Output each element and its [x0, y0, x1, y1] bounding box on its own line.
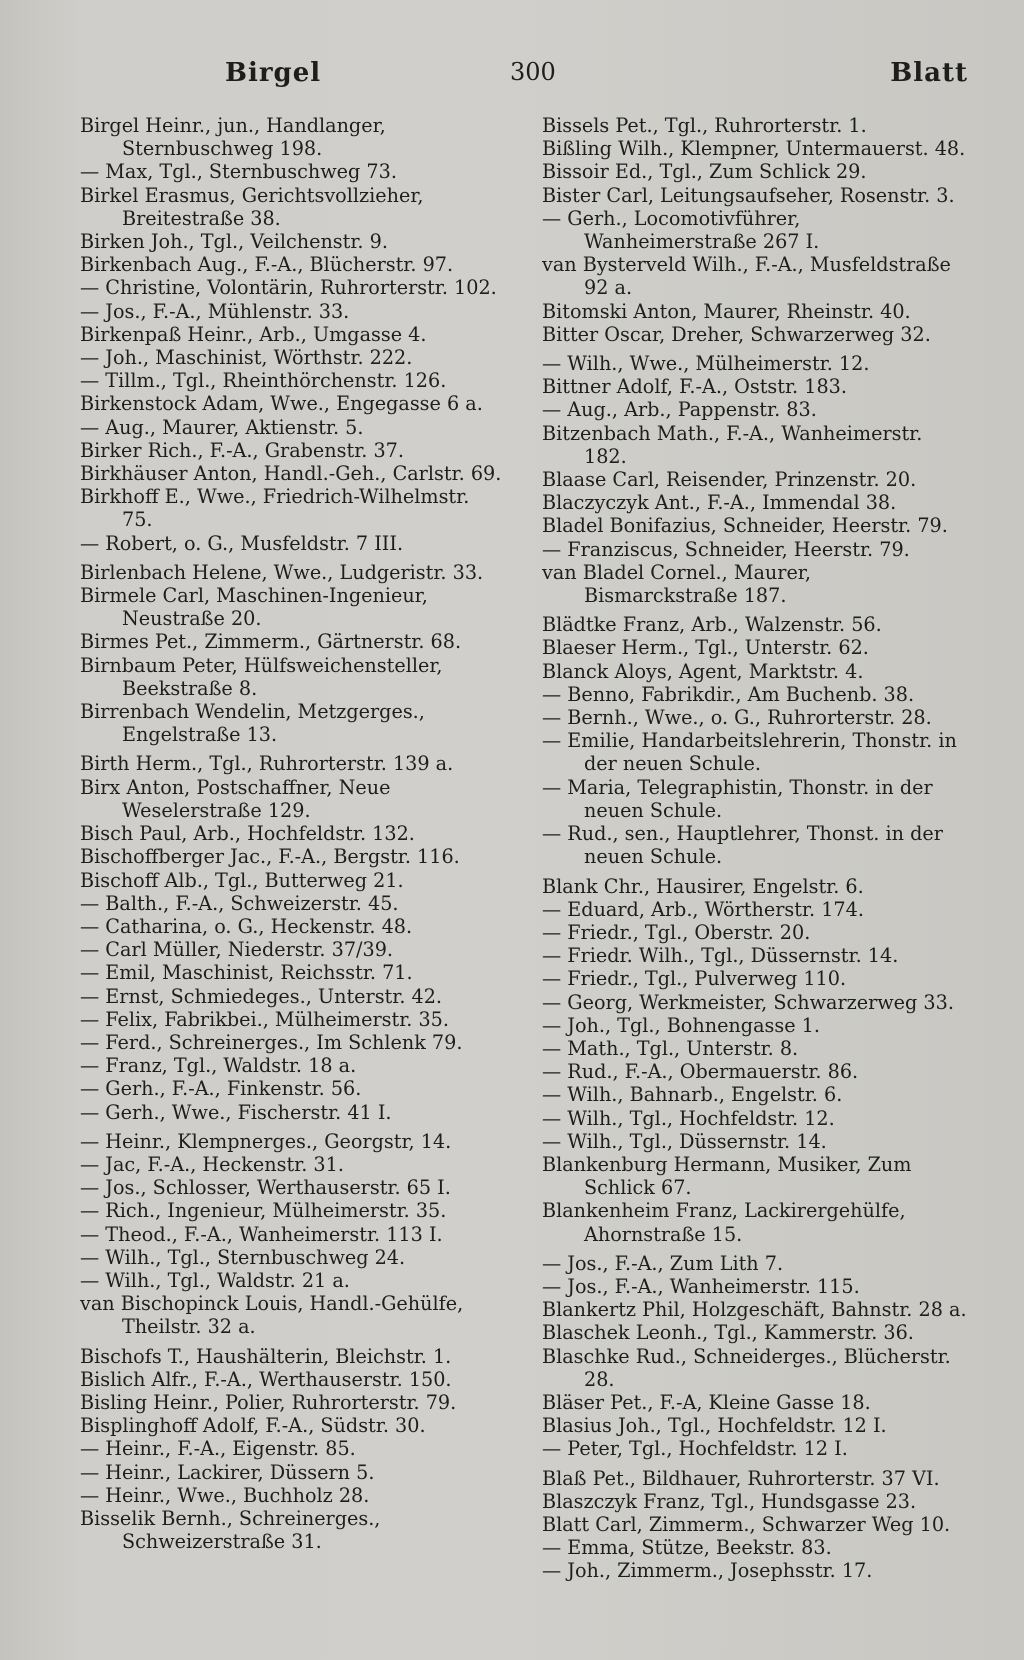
directory-entry: — Rud., F.-A., Obermauerstr. 86. — [542, 1060, 859, 1084]
directory-entry: Bißling Wilh., Klempner, Untermauerst. 48. — [542, 137, 966, 161]
directory-entry: — Ernst, Schmiedeges., Unterstr. 42. — [80, 984, 443, 1008]
directory-entry: Bister Carl, Leitungsaufseher, Rosenstr. 3. — [542, 183, 955, 207]
directory-entry: — Franziscus, Schneider, Heerstr. 79. — [542, 537, 910, 561]
directory-entry: — Balth., F.-A., Schweizerstr. 45. — [80, 891, 399, 915]
directory-entry: Bitomski Anton, Maurer, Rheinstr. 40. — [542, 299, 911, 323]
directory-entry: — Emilie, Handarbeitslehrerin, Thonstr. in der neuen Schule. — [542, 729, 957, 776]
directory-entry: Blankenheim Franz, Lackirergehülfe, Ahornstraße 15. — [542, 1199, 906, 1246]
directory-entry: van Bysterveld Wilh., F.-A., Musfeldstraße 92 a. — [542, 253, 951, 300]
directory-entry: — Franz, Tgl., Waldstr. 18 a. — [80, 1054, 357, 1078]
page-header — [80, 58, 970, 98]
directory-entry: — Benno, Fabrikdir., Am Buchenb. 38. — [542, 682, 915, 706]
directory-entry: — Jos., F.-A., Mühlenstr. 33. — [80, 299, 350, 323]
directory-entry: Blasius Joh., Tgl., Hochfeldstr. 12 I. — [542, 1414, 887, 1438]
directory-entry: — Gerh., F.-A., Finkenstr. 56. — [80, 1077, 362, 1101]
directory-entry: Birmele Carl, Maschinen-Ingenieur, Neustraße 20. — [80, 584, 428, 631]
directory-entry: — Friedr., Tgl., Pulverweg 110. — [542, 967, 847, 991]
directory-entry: — Carl Müller, Niederstr. 37/39. — [80, 938, 394, 962]
directory-entry: Birnbaum Peter, Hülfsweichensteller, Beekstraße 8. — [80, 653, 443, 700]
directory-entry: Bittner Adolf, F.-A., Oststr. 183. — [542, 375, 847, 399]
directory-entry: Birkel Erasmus, Gerichtsvollzieher, Breitestraße 38. — [80, 183, 424, 230]
directory-entry: Birmes Pet., Zimmerm., Gärtnerstr. 68. — [80, 630, 462, 654]
directory-entry: — Wilh., Tgl., Düssernstr. 14. — [542, 1129, 827, 1153]
directory-entry: Blaschke Rud., Schneiderges., Blücherstr. 28. — [542, 1344, 951, 1391]
directory-entry: — Rich., Ingenieur, Mülheimerstr. 35. — [80, 1199, 447, 1223]
directory-entry: — Friedr., Tgl., Oberstr. 20. — [542, 920, 811, 944]
directory-entry: Blaszczyk Franz, Tgl., Hundsgasse 23. — [542, 1489, 917, 1513]
directory-entry: Bischoffberger Jac., F.-A., Bergstr. 116. — [80, 845, 460, 869]
directory-entry: — Wilh., Tgl., Hochfeldstr. 12. — [542, 1106, 835, 1130]
directory-entry: Bisch Paul, Arb., Hochfeldstr. 132. — [80, 822, 415, 846]
directory-entry: — Tillm., Tgl., Rheinthörchenstr. 126. — [80, 369, 447, 393]
directory-entry: — Jos., F.-A., Zum Lith 7. — [542, 1251, 784, 1275]
directory-entry: — Wilh., Bahnarb., Engelstr. 6. — [542, 1083, 843, 1107]
directory-entry: Birkhoff E., Wwe., Friedrich-Wilhelmstr. 75. — [80, 485, 470, 532]
directory-entry: — Ferd., Schreinerges., Im Schlenk 79. — [80, 1030, 463, 1054]
directory-entry: — Jos., Schlosser, Werthauserstr. 65 I. — [80, 1176, 451, 1200]
directory-entry: — Aug., Arb., Pappenstr. 83. — [542, 398, 817, 422]
directory-entry: Birken Joh., Tgl., Veilchenstr. 9. — [80, 230, 388, 254]
directory-entry: — Gerh., Wwe., Fischerstr. 41 I. — [80, 1100, 392, 1124]
directory-entry: Blaschek Leonh., Tgl., Kammerstr. 36. — [542, 1321, 914, 1345]
directory-entry: — Heinr., Klempnerges., Georgstr, 14. — [80, 1129, 452, 1153]
directory-entry: Blaase Carl, Reisender, Prinzenstr. 20. — [542, 468, 917, 492]
page-number: 300 — [510, 58, 556, 86]
directory-entry: — Rud., sen., Hauptlehrer, Thonst. in der neuen Schule. — [542, 822, 943, 869]
right-column — [542, 114, 967, 1583]
directory-entry: — Eduard, Arb., Wörtherstr. 174. — [542, 897, 864, 921]
directory-entry: Blankenburg Hermann, Musiker, Zum Schlick 67. — [542, 1152, 912, 1200]
directory-entry: Bitzenbach Math., F.-A., Wanheimerstr. 182. — [542, 421, 923, 468]
directory-entry: — Jos., F.-A., Wanheimerstr. 115. — [542, 1274, 860, 1298]
directory-entry: — Joh., Zimmerm., Josephsstr. 17. — [542, 1559, 873, 1583]
directory-entry: Bischofs T., Haushälterin, Bleichstr. 1. — [80, 1344, 452, 1368]
directory-entry: — Felix, Fabrikbei., Mülheimerstr. 35. — [80, 1007, 449, 1031]
directory-entry: Blädtke Franz, Arb., Walzenstr. 56. — [542, 613, 882, 637]
directory-entry: Bissels Pet., Tgl., Ruhrorterstr. 1. — [542, 114, 867, 137]
directory-entry: van Bischopinck Louis, Handl.-Gehülfe, Theilstr. 32 a. — [80, 1292, 464, 1339]
directory-entry: Birlenbach Helene, Wwe., Ludgeristr. 33. — [80, 560, 484, 584]
directory-entry: — Christine, Volontärin, Ruhrorterstr. 102. — [80, 276, 497, 300]
directory-entry: — Emma, Stütze, Beekstr. 83. — [542, 1536, 832, 1560]
directory-entry: Blaeser Herm., Tgl., Unterstr. 62. — [542, 636, 869, 660]
header-left-keyword: Birgel — [225, 58, 322, 88]
directory-entry: Birrenbach Wendelin, Metzgerges., Engelstraße 13. — [80, 700, 425, 747]
directory-entry: — Gerh., Locomotivführer, Wanheimerstraße 267 I. — [542, 206, 820, 254]
directory-entry: Bisling Heinr., Polier, Ruhrorterstr. 79. — [80, 1390, 457, 1414]
directory-entry: Birth Herm., Tgl., Ruhrorterstr. 139 a. — [80, 752, 454, 776]
directory-entry: — Georg, Werkmeister, Schwarzerweg 33. — [542, 990, 954, 1014]
directory-entry: Bisselik Bernh., Schreinerges., Schweizerstraße 31. — [80, 1506, 381, 1554]
directory-entry: Birker Rich., F.-A., Grabenstr. 37. — [80, 438, 404, 462]
directory-entry: — Bernh., Wwe., o. G., Ruhrorterstr. 28. — [542, 706, 932, 730]
directory-entry: — Joh., Tgl., Bohnengasse 1. — [542, 1013, 820, 1037]
directory-entry: — Jac, F.-A., Heckenstr. 31. — [80, 1152, 344, 1176]
directory-entry: — Wilh., Tgl., Sternbuschweg 24. — [80, 1245, 406, 1269]
directory-entry: Bladel Bonifazius, Schneider, Heerstr. 79. — [542, 514, 948, 538]
directory-entry: Bläser Pet., F.-A, Kleine Gasse 18. — [542, 1390, 871, 1414]
directory-entry: Birkenbach Aug., F.-A., Blücherstr. 97. — [80, 253, 454, 277]
directory-entry: — Aug., Maurer, Aktienstr. 5. — [80, 415, 364, 439]
directory-entry: — Maria, Telegraphistin, Thonstr. in der neuen Schule. — [542, 775, 933, 822]
directory-entry: Bischoff Alb., Tgl., Butterweg 21. — [80, 868, 404, 892]
directory-entry: — Joh., Maschinist, Wörthstr. 222. — [80, 346, 413, 370]
directory-entry: Blanck Aloys, Agent, Marktstr. 4. — [542, 659, 864, 683]
directory-entry: — Emil, Maschinist, Reichsstr. 71. — [80, 961, 413, 985]
directory-entry: Bissoir Ed., Tgl., Zum Schlick 29. — [542, 160, 867, 184]
directory-entry: — Heinr., Lackirer, Düssern 5. — [80, 1460, 375, 1484]
directory-entry: — Catharina, o. G., Heckenstr. 48. — [80, 914, 413, 938]
directory-entry: — Max, Tgl., Sternbuschweg 73. — [80, 160, 397, 184]
directory-entry: Bisplinghoff Adolf, F.-A., Südstr. 30. — [80, 1414, 426, 1438]
directory-entry: — Wilh., Tgl., Waldstr. 21 a. — [80, 1268, 350, 1292]
left-column — [80, 114, 505, 1553]
directory-entry: van Bladel Cornel., Maurer, Bismarckstraße 187. — [542, 560, 811, 608]
directory-entry: Birkenpaß Heinr., Arb., Umgasse 4. — [80, 322, 427, 346]
directory-entry: Blaß Pet., Bildhauer, Ruhrorterstr. 37 VI. — [542, 1466, 940, 1490]
directory-entry: Blaczyczyk Ant., F.-A., Immendal 38. — [542, 491, 897, 515]
directory-entry: — Wilh., Wwe., Mülheimerstr. 12. — [542, 352, 870, 376]
directory-entry: Birgel Heinr., jun., Handlanger, Sternbuschweg 198. — [80, 114, 386, 161]
directory-entry: — Heinr., Wwe., Buchholz 28. — [80, 1483, 370, 1507]
directory-entry: Blatt Carl, Zimmerm., Schwarzer Weg 10. — [542, 1512, 951, 1536]
directory-entry: — Heinr., F.-A., Eigenstr. 85. — [80, 1437, 356, 1461]
directory-entry: Birx Anton, Postschaffner, Neue Weselerstraße 129. — [80, 775, 391, 822]
header-right-keyword: Blatt — [890, 58, 968, 88]
directory-entry: — Friedr. Wilh., Tgl., Düssernstr. 14. — [542, 944, 899, 968]
directory-entry: Blankertz Phil, Holzgeschäft, Bahnstr. 28 a. — [542, 1298, 967, 1322]
directory-entry: — Theod., F.-A., Wanheimerstr. 113 I. — [80, 1222, 443, 1246]
directory-entry: — Peter, Tgl., Hochfeldstr. 12 I. — [542, 1437, 848, 1461]
directory-entry: Birkhäuser Anton, Handl.-Geh., Carlstr. 69. — [80, 462, 502, 486]
directory-entry: Blank Chr., Hausirer, Engelstr. 6. — [542, 874, 864, 898]
directory-entry: Bislich Alfr., F.-A., Werthauserstr. 150. — [80, 1367, 452, 1391]
directory-entry: — Robert, o. G., Musfeldstr. 7 III. — [80, 531, 404, 555]
directory-entry: Birkenstock Adam, Wwe., Engegasse 6 a. — [80, 392, 483, 416]
directory-entry: — Math., Tgl., Unterstr. 8. — [542, 1036, 799, 1060]
directory-entry: Bitter Oscar, Dreher, Schwarzerweg 32. — [542, 322, 931, 346]
